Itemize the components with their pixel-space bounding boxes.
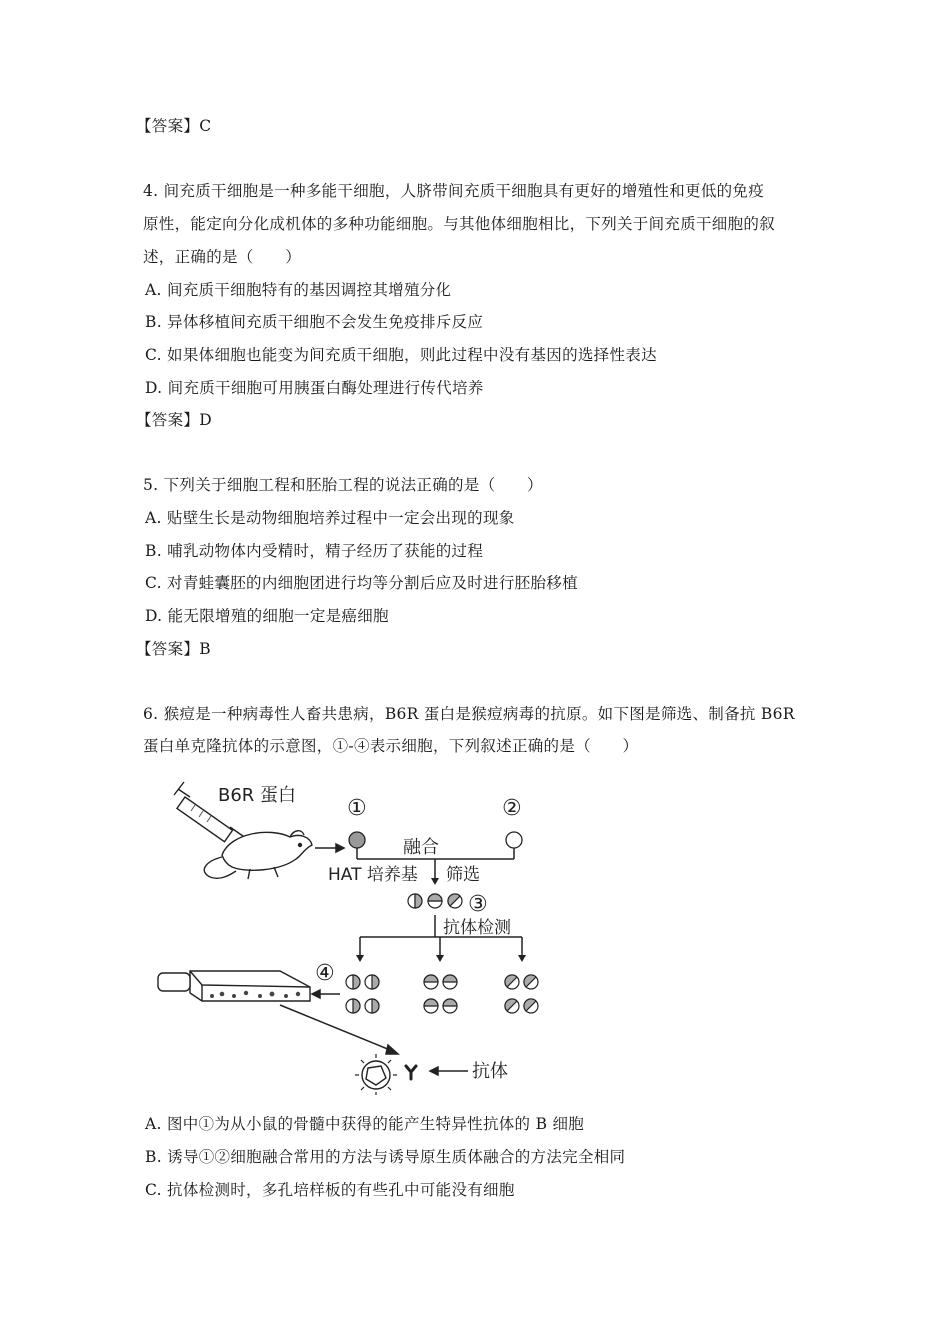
- answer-q3: 【答案】C: [136, 117, 212, 135]
- q5-option-b: B. 哺乳动物体内受精时，精子经历了获能的过程: [145, 542, 484, 560]
- q6-option-a: A. 图中①为从小鼠的骨髓中获得的能产生特异性抗体的 B 细胞: [145, 1115, 585, 1133]
- virus-icon: [355, 1054, 397, 1095]
- culture-flask-icon: [158, 971, 310, 1001]
- protein-label: B6R 蛋白: [218, 785, 297, 806]
- answer-q5: 【答案】B: [136, 640, 211, 658]
- well-group-2: [424, 975, 457, 1013]
- hybrid-cells: [408, 894, 462, 908]
- q5-option-a: A. 贴壁生长是动物细胞培养过程中一定会出现的现象: [145, 509, 515, 527]
- monoclonal-antibody-diagram: [150, 775, 550, 1095]
- q6-option-c: C. 抗体检测时，多孔培样板的有些孔中可能没有细胞: [145, 1181, 515, 1199]
- screening-label: 筛选: [446, 865, 480, 885]
- q4-option-a: A. 间充质干细胞特有的基因调控其增殖分化: [145, 281, 452, 299]
- cell2: [506, 832, 522, 848]
- fusion-label: 融合: [403, 837, 439, 858]
- cell4-label: ④: [315, 961, 335, 986]
- q6-stem-line1: 6. 猴痘是一种病毒性人畜共患病，B6R 蛋白是猴痘病毒的抗原。如下图是筛选、制备抗 B6R: [143, 705, 795, 723]
- antibody-icon: [406, 1066, 416, 1079]
- q4-option-d: D. 间充质干细胞可用胰蛋白酶处理进行传代培养: [145, 379, 484, 397]
- well-group-3: [505, 975, 538, 1013]
- cell2-label: ②: [502, 796, 522, 821]
- q6-stem-line2: 蛋白单克隆抗体的示意图，①-④表示细胞，下列叙述正确的是（ ）: [143, 737, 639, 755]
- q4-stem-line3: 述，正确的是（ ）: [143, 248, 302, 266]
- q4-option-c: C. 如果体细胞也能变为间充质干细胞，则此过程中没有基因的选择性表达: [145, 346, 657, 364]
- antibody-label: 抗体: [472, 1061, 508, 1082]
- q4-stem-line2: 原性，能定向分化成机体的多种功能细胞。与其他体细胞相比，下列关于间充质干细胞的叙: [143, 215, 776, 233]
- q5-option-d: D. 能无限增殖的细胞一定是癌细胞: [145, 607, 389, 625]
- q6-option-b: B. 诱导①②细胞融合常用的方法与诱导原生质体融合的方法完全相同: [145, 1148, 626, 1166]
- antibody-test-label: 抗体检测: [443, 918, 511, 938]
- cell1: [349, 832, 365, 848]
- cell1-label: ①: [347, 796, 367, 821]
- q5-stem-line1: 5. 下列关于细胞工程和胚胎工程的说法正确的是（ ）: [143, 476, 543, 494]
- answer-q4: 【答案】D: [136, 411, 212, 429]
- q4-stem-line1: 4. 间充质干细胞是一种多能干细胞，人脐带间充质干细胞具有更好的增殖性和更低的免疫: [143, 182, 765, 200]
- well-group-1: [346, 975, 379, 1013]
- hat-medium-label: HAT 培养基: [328, 865, 418, 885]
- cell3-label: ③: [468, 892, 488, 917]
- q5-option-c: C. 对青蛙囊胚的内细胞团进行均等分割后应及时进行胚胎移植: [145, 574, 578, 592]
- q4-option-b: B. 异体移植间充质干细胞不会发生免疫排斥反应: [145, 313, 484, 331]
